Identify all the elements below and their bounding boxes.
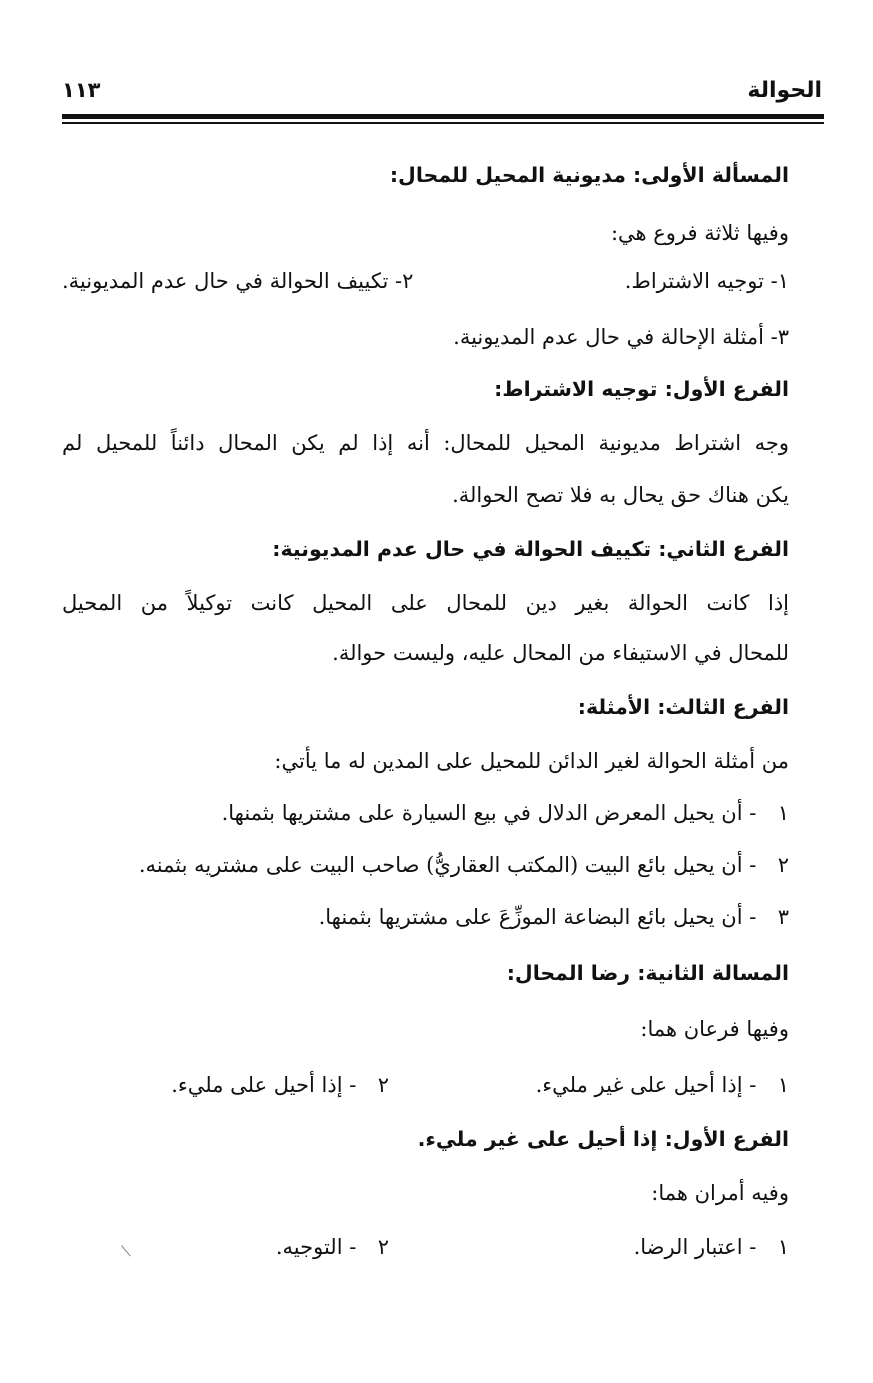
issue2-intro: وفيها فرعان هما: xyxy=(640,1017,789,1041)
example-item-2 xyxy=(62,850,789,880)
issue1-item-1: ١- توجيه الاشتراط. xyxy=(624,269,789,293)
issue2-items-row xyxy=(62,1070,789,1100)
issue2-item-1 xyxy=(536,1070,789,1100)
issue2-item-2 xyxy=(171,1070,389,1100)
example-3-text: - أن يحيل بائع البضاعة الموزِّعَ على مشتريها بثمنها. xyxy=(318,905,757,929)
example-item-3 xyxy=(62,902,789,932)
issue2-item-2-text: - إذا أحيل على مليء. xyxy=(171,1073,357,1097)
issue1-intro: وفيها ثلاثة فروع هي: xyxy=(610,221,789,245)
branch2-paragraph-line-1: إذا كانت الحوالة بغير دين للمحال على المحيل كانت توكيلاً من المحيل xyxy=(62,591,789,615)
header-rule-thick xyxy=(62,114,824,119)
header-rule-thin xyxy=(62,122,824,124)
issue1-item-3: ٣- أمثلة الإحالة في حال عدم المديونية. xyxy=(453,325,789,349)
matter-2-number: ٢ xyxy=(377,1235,389,1259)
matter-1-number: ١ xyxy=(777,1235,789,1259)
issue2-branch1-intro: وفيه أمران هما: xyxy=(651,1181,789,1205)
example-3-number: ٣ xyxy=(777,905,789,929)
branch1-paragraph-line-2: يكن هناك حق يحال به فلا تصح الحوالة. xyxy=(452,483,789,507)
issue2-branch1-heading: الفرع الأول: إذا أحيل على غير مليء. xyxy=(417,1127,789,1151)
issue1-item-2: ٢- تكييف الحوالة في حال عدم المديونية. xyxy=(62,269,414,293)
branch3-heading: الفرع الثالث: الأمثلة: xyxy=(577,695,789,719)
matter-1-text: - اعتبار الرضا. xyxy=(633,1235,757,1259)
chapter-title: الحوالة xyxy=(747,78,822,103)
issue1-items-row xyxy=(62,266,789,296)
branch2-paragraph-line-2: للمحال في الاستيفاء من المحال عليه، وليست حوالة. xyxy=(332,641,789,665)
branch3-intro: من أمثلة الحوالة لغير الدائن للمحيل على المدين له ما يأتي: xyxy=(274,749,789,773)
matter-1 xyxy=(634,1232,789,1262)
example-2-text: - أن يحيل بائع البيت (المكتب العقاريُّ) صاحب البيت على مشتريه بثمنه. xyxy=(138,853,757,877)
example-1-text: - أن يحيل المعرض الدلال في بيع السيارة على مشتريها بثمنها. xyxy=(221,801,757,825)
issue2-item-2-number: ٢ xyxy=(377,1073,389,1097)
matter-2-text: - التوجيه. xyxy=(275,1235,357,1259)
issue2-heading: المسالة الثانية: رضا المحال: xyxy=(506,961,789,985)
branch2-heading: الفرع الثاني: تكييف الحوالة في حال عدم المديونية: xyxy=(272,537,789,561)
branch1-paragraph-line-1: وجه اشتراط مديونية المحيل للمحال: أنه إذا لم يكن المحال دائناً للمحيل لم xyxy=(62,431,789,455)
running-header xyxy=(62,78,822,112)
issue2-item-1-text: - إذا أحيل على غير مليء. xyxy=(535,1073,757,1097)
example-2-number: ٢ xyxy=(777,853,789,877)
example-1-number: ١ xyxy=(777,801,789,825)
example-item-1 xyxy=(62,798,789,828)
matter-2 xyxy=(276,1232,389,1262)
matters-row xyxy=(62,1232,789,1262)
page-number: ١١٣ xyxy=(62,78,101,102)
branch1-heading: الفرع الأول: توجيه الاشتراط: xyxy=(494,377,789,401)
issue1-heading: المسألة الأولى: مديونية المحيل للمحال: xyxy=(389,163,789,187)
issue2-item-1-number: ١ xyxy=(777,1073,789,1097)
